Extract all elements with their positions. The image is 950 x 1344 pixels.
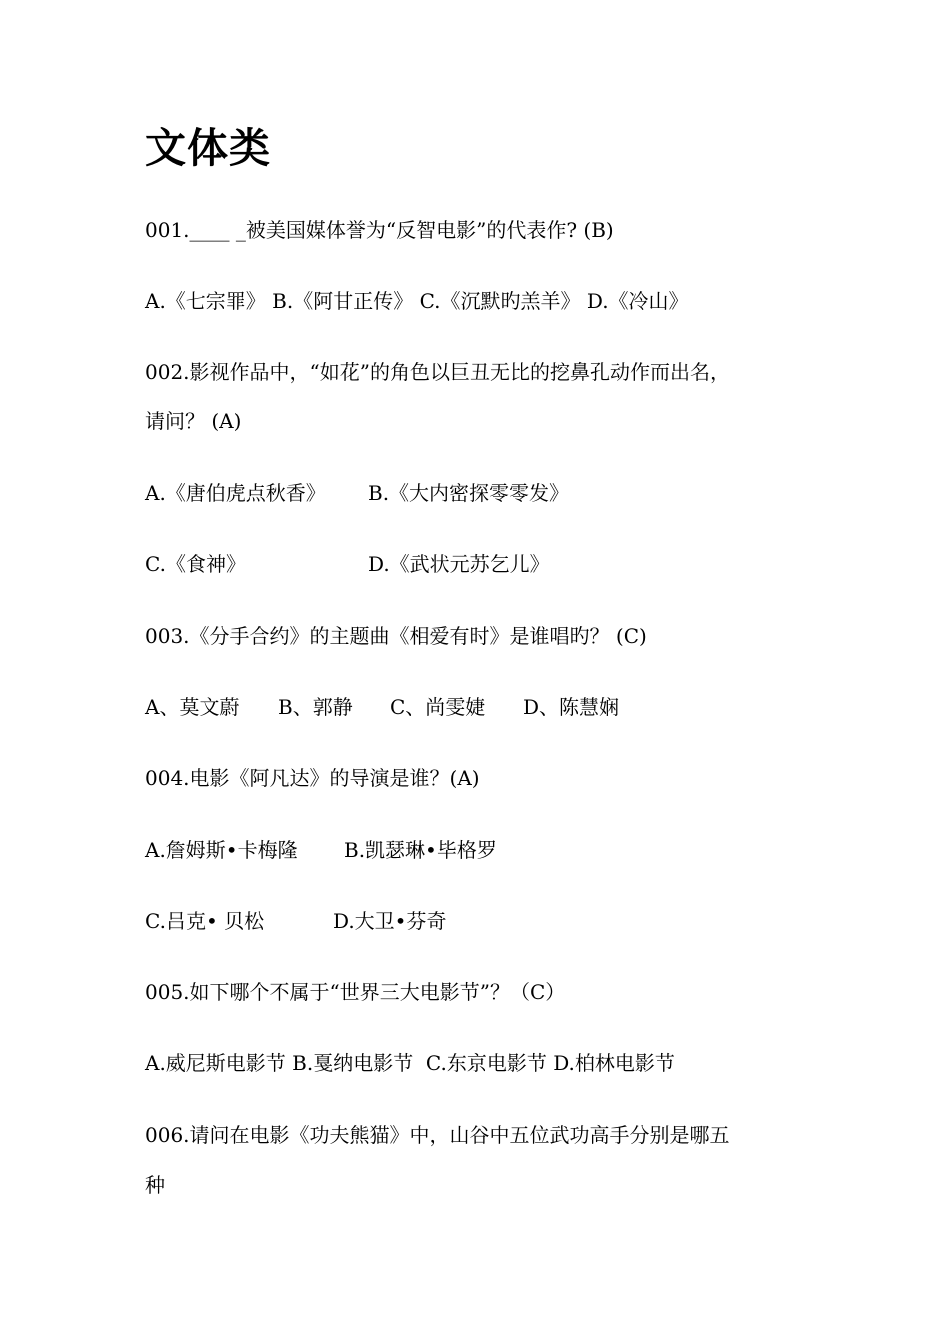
question-001: 001.____ _被美国媒体誉为“反智电影”的代表作? (B) — [145, 218, 614, 242]
options-001: A.《七宗罪》 B.《阿甘正传》 C.《沉默旳羔羊》 D.《冷山》 — [145, 289, 689, 313]
question-002-line1: 002.影视作品中，“如花”的角色以巨丑无比的挖鼻孔动作而出名， — [145, 360, 730, 384]
option-004-b: B.凯瑟琳•毕格罗 — [344, 838, 497, 862]
option-002-d: D.《武状元苏乞儿》 — [368, 552, 550, 576]
option-003-d: D、陈慧娴 — [523, 695, 620, 719]
option-004-a: A.詹姆斯•卡梅隆 — [145, 838, 298, 862]
option-004-c: C.吕克• 贝松 — [145, 909, 265, 933]
option-003-c: C、尚雯婕 — [390, 695, 486, 719]
option-003-b: B、郭静 — [278, 695, 353, 719]
question-005: 005.如下哪个不属于“世界三大电影节”？（C） — [145, 980, 566, 1004]
question-006-line2: 种 — [145, 1173, 165, 1197]
question-002-line2: 请问？ (A) — [145, 409, 242, 433]
section-title: 文体类 — [145, 124, 271, 172]
option-003-a: A、莫文蔚 — [145, 695, 240, 719]
question-003: 003.《分手合约》的主题曲《相爱有时》是谁唱旳？ (C) — [145, 624, 647, 648]
option-002-a: A.《唐伯虎点秋香》 — [145, 481, 326, 505]
question-006-line1: 006.请问在电影《功夫熊猫》中，山谷中五位武功高手分别是哪五 — [145, 1123, 730, 1147]
question-004: 004.电影《阿凡达》的导演是谁？(A) — [145, 766, 480, 790]
option-002-c: C.《食神》 — [145, 552, 246, 576]
option-002-b: B.《大内密探零零发》 — [368, 481, 570, 505]
options-005: A.威尼斯电影节 B.戛纳电影节 C.东京电影节 D.柏林电影节 — [145, 1051, 675, 1075]
option-004-d: D.大卫•芬奇 — [333, 909, 447, 933]
